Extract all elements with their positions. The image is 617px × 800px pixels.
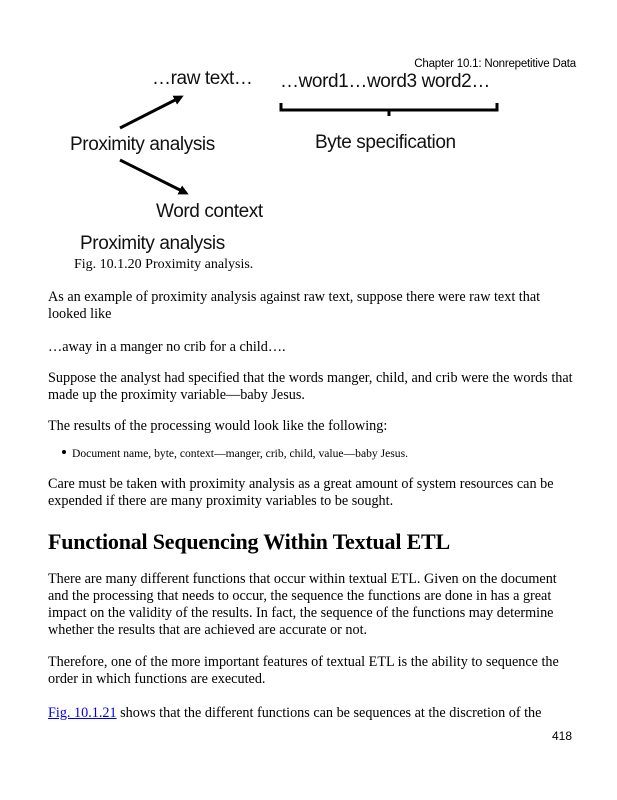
proximity-analysis-label: Proximity analysis [70, 134, 215, 155]
words-label: …word1…word3 word2… [280, 71, 490, 92]
list-item [62, 447, 408, 460]
paragraph-4: The results of the processing would look like the following: [48, 418, 388, 434]
figure-title: Proximity analysis [80, 233, 225, 254]
paragraph-1: As an example of proximity analysis against raw text, suppose there were raw text that looked like [48, 289, 541, 322]
paragraph-5: Care must be taken with proximity analysis as a great amount of system resources can be expended if there are many proximity variables to be sought. [48, 476, 554, 509]
bullet-dot [62, 450, 66, 454]
paragraph-8-text: shows that the different functions can be sequences at the discretion of the [116, 705, 542, 721]
paragraph-7: Therefore, one of the more important features of textual ETL is the ability to sequence the order in which functions are executed. [48, 654, 559, 687]
paragraph-3: Suppose the analyst had specified that the words manger, child, and crib were the words that made up the proximity variable—baby Jesus. [48, 370, 573, 403]
figure-caption: Fig. 10.1.20 Proximity analysis. [74, 257, 254, 272]
proximity-analysis-figure [0, 0, 617, 260]
figure-diagram [0, 0, 617, 260]
arrow-to-raw-text [120, 97, 181, 128]
raw-text-label: …raw text… [152, 68, 253, 89]
arrow-to-word-context [120, 160, 186, 193]
word-context-label: Word context [156, 201, 263, 222]
page-number: 418 [552, 729, 573, 743]
paragraph-6: There are many different functions that occur within textual ETL. Given on the document and the processing that needs to occur, the sequence the functions are done in has a great impact on the validity of the results. In fact, the sequence of the functions may determine whether the results that are achieved are accurate or not. [48, 571, 557, 638]
paragraph-8 [48, 705, 578, 722]
section-heading: Functional Sequencing Within Textual ETL [48, 529, 450, 554]
figure-link[interactable]: Fig. 10.1.21 [48, 705, 117, 721]
byte-specification-bracket [281, 103, 497, 110]
byte-specification-label: Byte specification [315, 132, 456, 153]
paragraph-2: …away in a manger no crib for a child…. [48, 339, 286, 355]
list-item-text: Document name, byte, context—manger, crib, child, value—baby Jesus. [72, 447, 408, 460]
chapter-header: Chapter 10.1: Nonrepetitive Data [414, 58, 576, 70]
